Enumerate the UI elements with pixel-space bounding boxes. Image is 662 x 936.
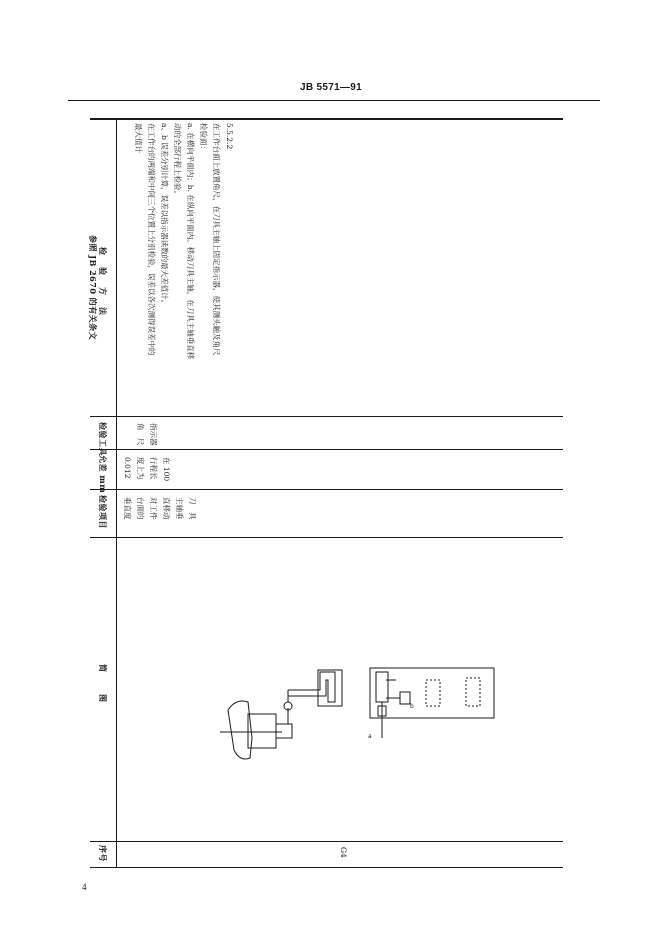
row-line: [90, 489, 563, 490]
header-figure: 简 图: [98, 664, 108, 704]
method-line: 5.5.2.2: [225, 123, 234, 150]
page-number: 4: [82, 882, 87, 892]
plan-frame: [370, 668, 494, 718]
tolerance-line: 度上为: [136, 457, 145, 480]
header-item: 检验项目: [98, 495, 108, 529]
item-line: 台面的: [136, 497, 145, 520]
tolerance-line: 在 100: [162, 457, 171, 482]
square-foot: [318, 670, 342, 706]
row-line: [90, 537, 563, 538]
method-line: a、b 误差分别计算，误差以指示器读数的最大差值计。: [160, 123, 169, 308]
header-rule: [68, 100, 600, 101]
header-tool: 检验工具: [98, 422, 108, 456]
plan-table-2: [466, 678, 480, 706]
header-divider: [116, 119, 117, 867]
item-line: 直移动: [162, 497, 171, 520]
plan-table-1: [426, 680, 440, 706]
indicator-holder: [276, 724, 292, 738]
tool-line: 指示器: [149, 423, 158, 446]
header-method-ref: 参照 JB 2670 的有关条文: [88, 235, 98, 341]
row-line: [90, 449, 563, 450]
item-line: 对工件: [149, 497, 158, 520]
test-setup-figure: [200, 610, 500, 770]
row-line: [90, 119, 563, 120]
row-seq: G4: [339, 847, 348, 858]
method-line: 动的全部行程上检验。: [173, 123, 182, 198]
item-line: 垂直度: [123, 497, 132, 520]
fig-label-b: b: [410, 703, 414, 710]
tool-text: [134, 423, 160, 446]
tolerance-line: 行程长: [149, 457, 158, 480]
method-line: 在工作台面上放置角尺，在刀具主轴上固定指示器，使其测头触及角尺: [212, 123, 221, 356]
header-tolerance: 允差 mm: [98, 455, 108, 494]
method-line: 检验面：: [199, 123, 208, 153]
square-shape: [288, 672, 335, 702]
fig-label-a: a: [368, 733, 372, 740]
tolerance-line: 0.012: [123, 457, 132, 479]
tolerance-text: [121, 457, 173, 481]
item-text: [121, 497, 199, 520]
row-line: [90, 841, 563, 842]
item-line: 主轴垂: [175, 497, 184, 520]
method-line: 在工作台的两端和中间三个位置上分别检验，误差以各次测得误差中的: [147, 123, 156, 356]
plan-square-a: [400, 692, 410, 704]
header-seq: 序号: [98, 845, 108, 862]
row-line: [90, 416, 563, 417]
method-text: [132, 123, 236, 359]
tool-line: 角 尺: [136, 423, 145, 446]
header-method-title: 检 验 方 法: [98, 247, 108, 317]
method-line: 最大值计: [134, 123, 143, 153]
item-line: 刀 具: [188, 497, 197, 520]
method-line: a. 在横向平面内；b. 在纵向平面内。移动刀具主轴，在刀具主轴垂直移: [186, 123, 195, 360]
spindle-body: [248, 714, 276, 748]
standard-number: JB 5571—91: [300, 82, 362, 93]
